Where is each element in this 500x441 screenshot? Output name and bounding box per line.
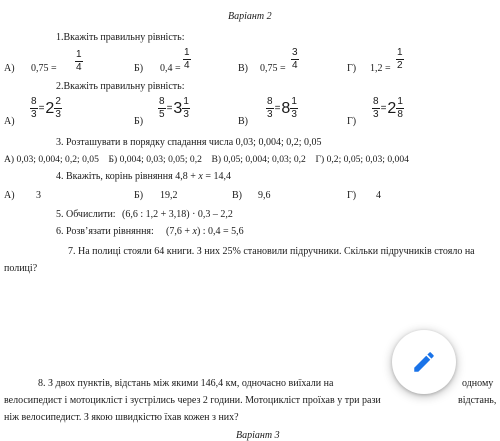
q6-expression (166, 227, 244, 237)
q4-option-v-value: 9,6 (258, 190, 271, 201)
q3-options: А) 0,03; 0,004; 0,2; 0,05 Б) 0,004; 0,03; 0,05; 0,2 В) 0,05; 0,004; 0,03; 0,2 Г) 0,2; 0,05; 0,03; 0,004 (4, 154, 409, 165)
fraction-numerator: 1 (76, 49, 82, 60)
fraction-denominator: 3 (373, 109, 379, 120)
fraction-denominator: 3 (55, 109, 61, 120)
fraction-numerator: 1 (183, 96, 189, 107)
fraction-denominator: 2 (397, 60, 403, 71)
q6-variable: x (192, 226, 197, 237)
q2-option-a-expression (30, 97, 62, 120)
mixed-whole: 8 (281, 99, 291, 117)
q1-option-g-lhs: 1,2 = (370, 63, 391, 74)
improper-fraction (30, 97, 38, 120)
q1-option-v-lhs: 0,75 = (260, 63, 286, 74)
fraction-denominator: 5 (159, 109, 165, 120)
fraction-numerator: 1 (184, 47, 190, 58)
q8-line-1: 8. З двох пунктів, відстань між якими 146,4 км, одночасно виїхали на (38, 378, 334, 389)
fraction-numerator: 8 (31, 96, 37, 107)
equals-sign: = (274, 103, 281, 114)
q1-option-a-fraction (75, 50, 83, 73)
q7-line-1: 7. На полиці стояли 64 книги. З них 25% становили підручники. Скільки підручників стояло на (68, 246, 475, 257)
q4-prompt (56, 172, 231, 182)
q6-expression-left: (7,6 + (166, 226, 190, 237)
q8-line-3: ніж велосипедист. З якою швидкістю їхав кожен з них? (4, 412, 239, 423)
fraction-numerator: 1 (397, 47, 403, 58)
q1-option-v-label: В) (238, 63, 248, 74)
q5-prompt: 5. Обчислити: (56, 209, 116, 220)
fraction-numerator: 8 (267, 96, 273, 107)
q3-prompt: 3. Розташувати в порядку спадання числа 0,03; 0,004; 0,2; 0,05 (56, 137, 322, 148)
variant-title: Варіант 2 (228, 11, 272, 22)
q2-prompt: 2.Вкажіть правильну рівність: (56, 81, 185, 92)
q4-option-b-value: 19,2 (160, 190, 178, 201)
q5-expression: (6,6 : 1,2 + 3,18) · 0,3 – 2,2 (122, 209, 233, 220)
equals-sign: = (166, 103, 173, 114)
fraction-denominator: 4 (184, 60, 190, 71)
q8-line-2-end: відстань, (458, 395, 497, 406)
q2-option-v-expression (266, 97, 298, 120)
fraction-denominator: 4 (292, 60, 298, 71)
q2-option-b-expression (158, 97, 190, 120)
q8-line-2: велосипедист і мотоцикліст і зустрілись через 2 години. Мотоцикліст проїхав у три рази (4, 395, 381, 406)
fraction-denominator: 3 (183, 109, 189, 120)
edit-fab-button[interactable] (392, 330, 456, 394)
q2-option-g-expression (372, 97, 404, 120)
improper-fraction (158, 97, 166, 120)
q4-prompt-text: 4. Вкажіть, корінь рівняння 4,8 + (56, 171, 196, 182)
q4-option-a-value: 3 (36, 190, 41, 201)
q1-option-a-lhs: 0,75 = (31, 63, 57, 74)
mixed-whole: 3 (173, 99, 183, 117)
q4-option-g-value: 4 (376, 190, 381, 201)
mixed-whole: 2 (387, 99, 397, 117)
equals-sign: = (38, 103, 45, 114)
q1-option-b-label: Б) (134, 63, 144, 74)
q4-option-g-label: Г) (347, 190, 357, 201)
q7-line-2: полиці? (4, 263, 38, 274)
improper-fraction (266, 97, 274, 120)
fraction-denominator: 3 (31, 109, 37, 120)
fraction-numerator: 8 (373, 96, 379, 107)
q2-option-v-label: В) (238, 116, 248, 127)
mixed-fraction (396, 97, 404, 120)
fraction-denominator: 3 (291, 109, 297, 120)
q2-option-g-label: Г) (347, 116, 357, 127)
mixed-fraction (54, 97, 62, 120)
q4-prompt-rhs: = 14,4 (205, 171, 231, 182)
next-variant-title: Варіант 3 (236, 430, 280, 441)
fraction-denominator: 4 (76, 62, 82, 73)
fraction-numerator: 8 (159, 96, 165, 107)
q4-option-a-label: А) (4, 190, 15, 201)
pencil-icon (411, 349, 437, 375)
q1-option-b-lhs: 0,4 = (160, 63, 181, 74)
fraction-denominator: 8 (397, 109, 403, 120)
q4-variable: x (198, 171, 203, 182)
q4-option-v-label: В) (232, 190, 242, 201)
q4-option-b-label: Б) (134, 190, 144, 201)
fraction-numerator: 3 (292, 47, 298, 58)
mixed-fraction (290, 97, 298, 120)
fraction-numerator: 1 (291, 96, 297, 107)
q1-option-b-fraction (183, 48, 191, 71)
q2-option-b-label: Б) (134, 116, 144, 127)
q1-option-a-label: А) (4, 63, 15, 74)
q1-prompt: 1.Вкажіть правильну рівність: (56, 32, 185, 43)
fraction-denominator: 3 (267, 109, 273, 120)
mixed-whole: 2 (45, 99, 55, 117)
q1-option-g-fraction (396, 48, 404, 71)
mixed-fraction (182, 97, 190, 120)
improper-fraction (372, 97, 380, 120)
q8-line-1-end: одному (462, 378, 494, 389)
fraction-numerator: 2 (55, 96, 61, 107)
q1-option-v-fraction (291, 48, 299, 71)
q1-option-g-label: Г) (347, 63, 357, 74)
fraction-numerator: 1 (397, 96, 403, 107)
q6-prompt: 6. Розв’язати рівняння: (56, 226, 154, 237)
equals-sign: = (380, 103, 387, 114)
q6-expression-right: ) : 0,4 = 5,6 (196, 226, 244, 237)
q2-option-a-label: А) (4, 116, 15, 127)
